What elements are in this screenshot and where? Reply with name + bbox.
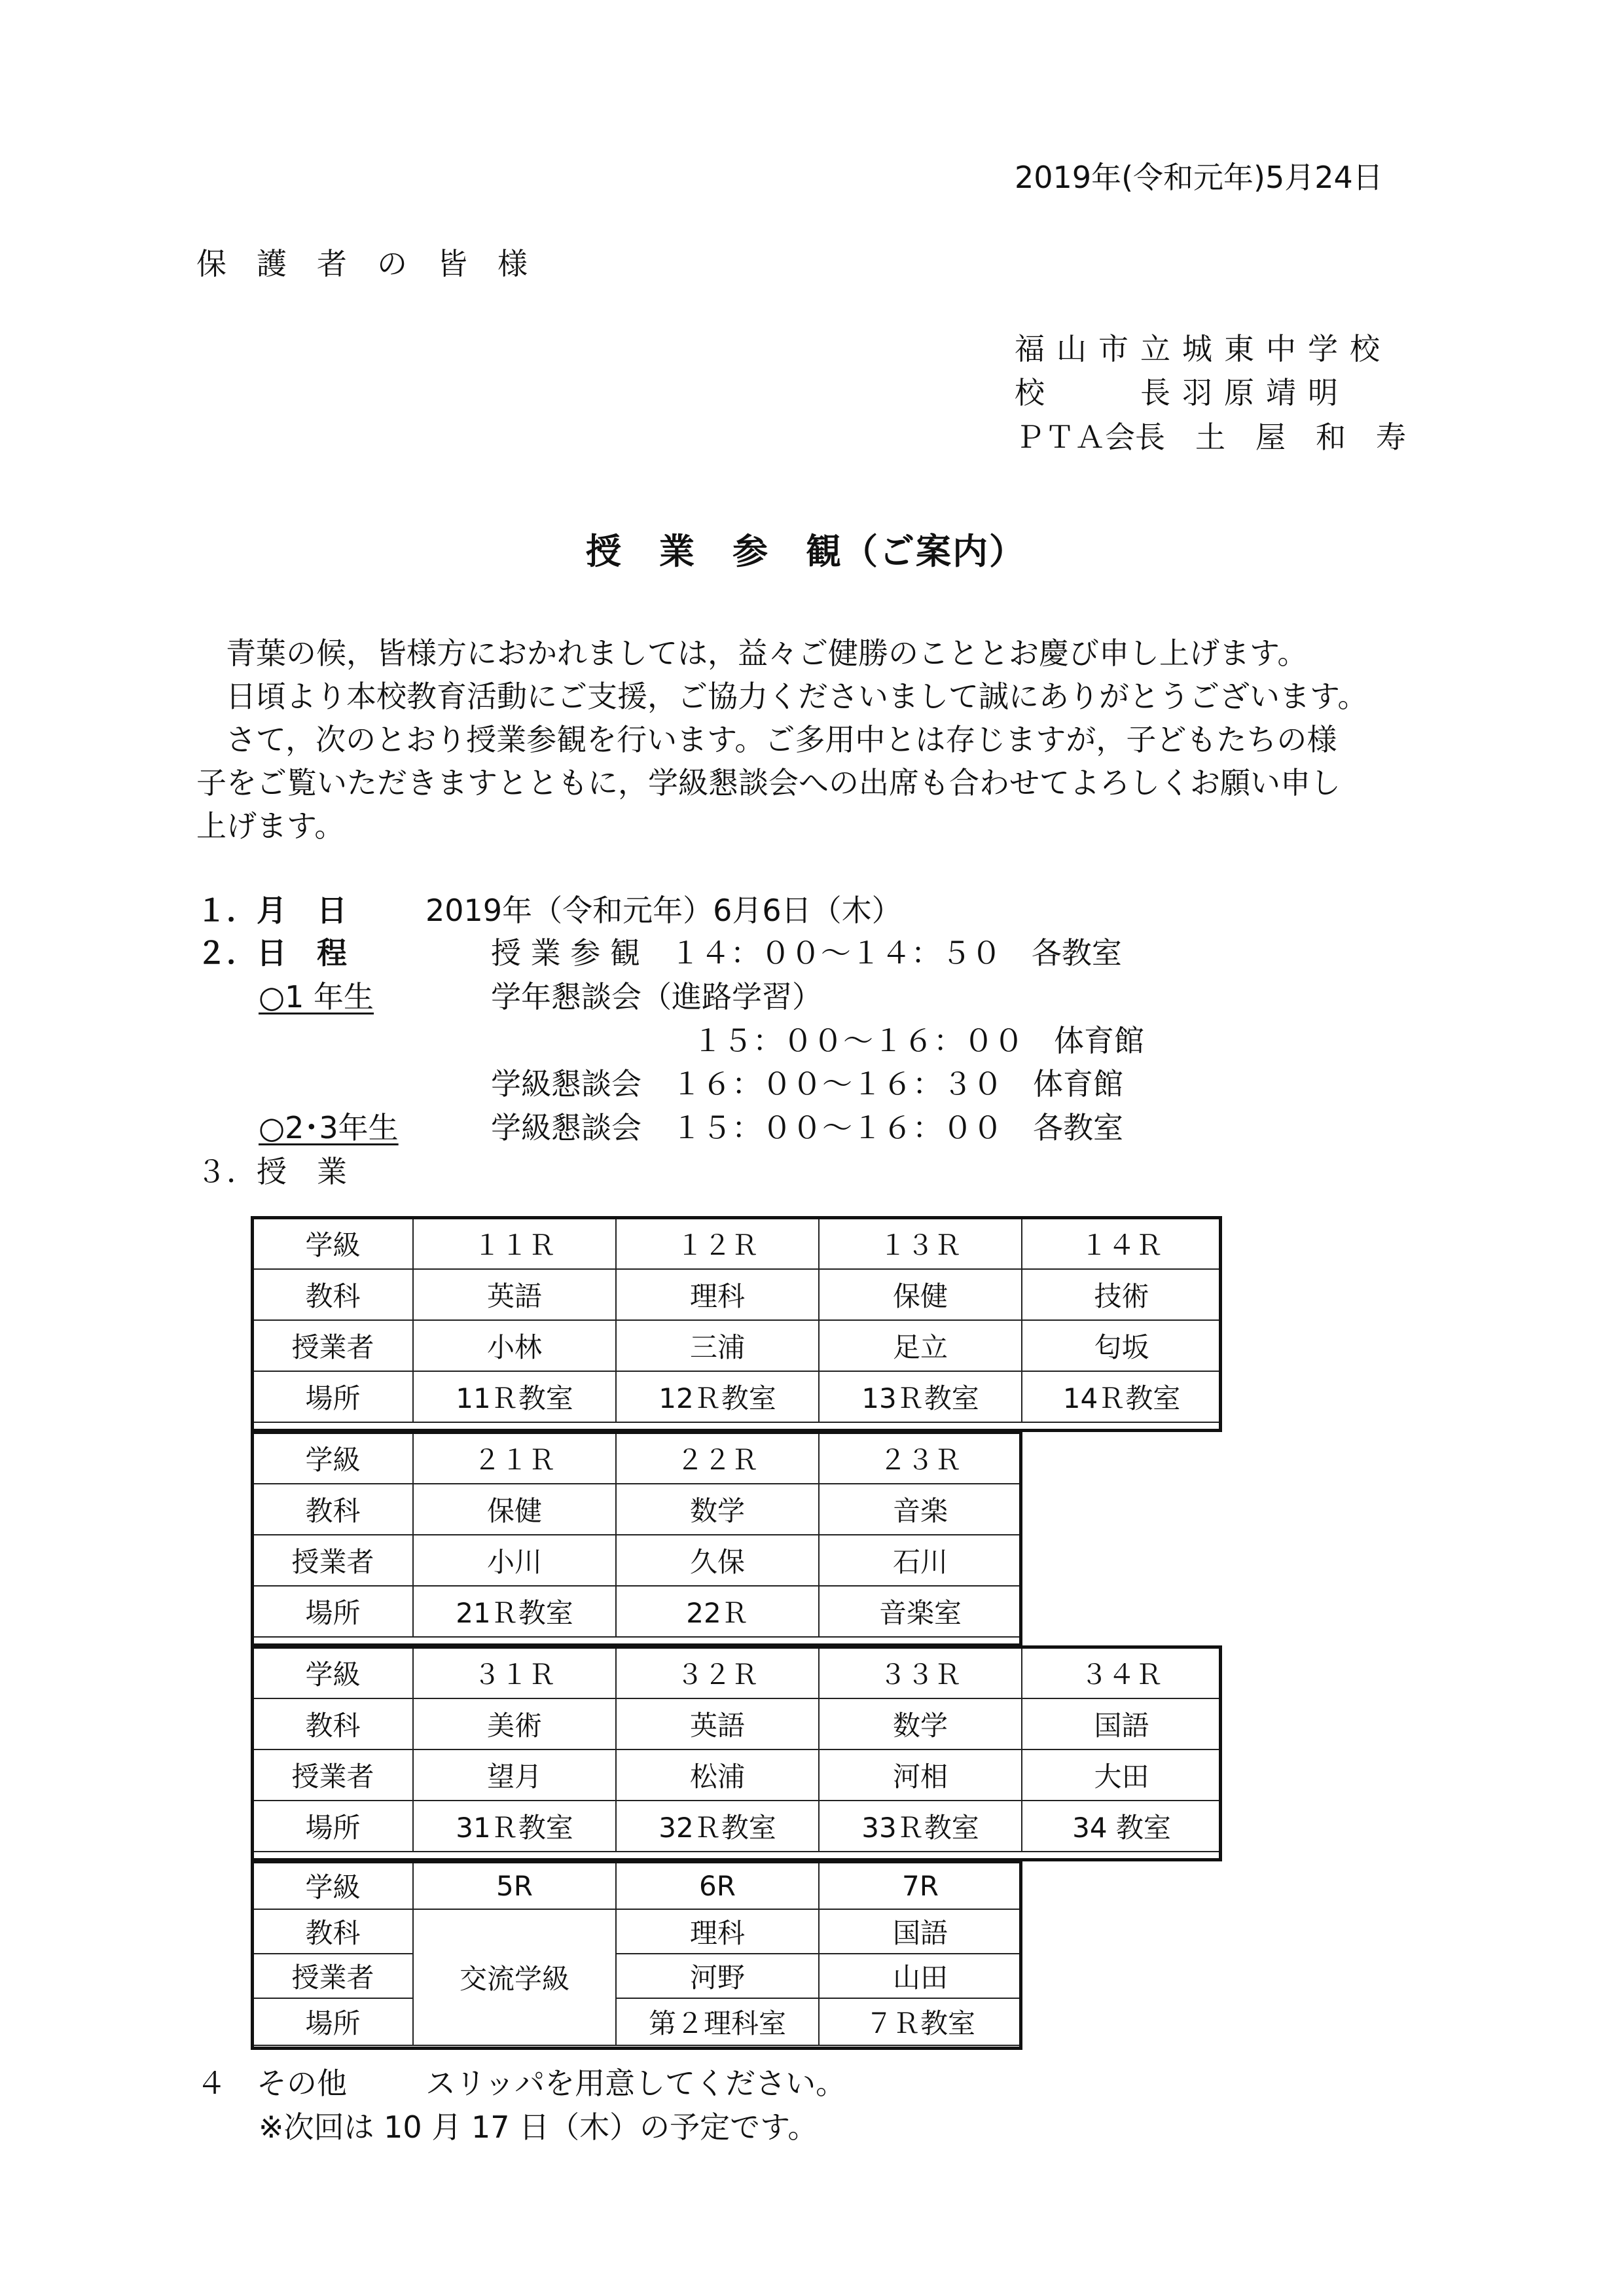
table-cell: 保健	[819, 1269, 1022, 1320]
table-cell: 国語	[819, 1909, 1022, 1954]
table-cell: ３３Ｒ	[819, 1647, 1022, 1698]
table-cell: 小林	[413, 1320, 616, 1371]
row-label: 授業者	[253, 1954, 413, 1998]
greeting-line: 子をご覧いただきますとともに，学級懇談会への出席も合わせてよろしくお願い申し	[196, 765, 1341, 800]
row-label: 場所	[253, 1586, 413, 1637]
greeting-line: 青葉の候，皆様方におかれましては，益々ご健勝のこととお慶び申し上げます。	[226, 636, 1308, 671]
table-cell: 河野	[616, 1954, 819, 1998]
class-table-block-1	[252, 1217, 1222, 1423]
table-row	[253, 1647, 1221, 1698]
table-cell: 14Ｒ教室	[1022, 1371, 1221, 1422]
schedule-label: ２．日 程	[196, 935, 347, 971]
table-row	[253, 1535, 1022, 1586]
table-cell: 音楽	[819, 1484, 1022, 1535]
date-label: １．月 日	[196, 893, 347, 928]
table-cell: 理科	[616, 1269, 819, 1320]
salutation-char: の	[377, 246, 407, 281]
table-cell: 6R	[616, 1862, 819, 1909]
other-label: ４ その他	[196, 2066, 347, 2101]
merged-cell: 交流学級	[413, 1909, 616, 2045]
table-cell: 松浦	[616, 1749, 819, 1801]
table-row	[253, 1320, 1221, 1371]
table-cell: ２３Ｒ	[819, 1433, 1022, 1484]
table-row	[253, 1484, 1022, 1535]
table-cell: 11Ｒ教室	[413, 1371, 616, 1422]
table-cell: １４Ｒ	[1022, 1218, 1221, 1269]
table-cell: 英語	[616, 1698, 819, 1749]
row-label: 場所	[253, 1371, 413, 1422]
row-label: 教科	[253, 1269, 413, 1320]
table-cell: 音楽室	[819, 1586, 1022, 1637]
table-cell: 技術	[1022, 1269, 1221, 1320]
other-line: ※次回は 10 月 17 日（木）の予定です。	[259, 2109, 818, 2145]
table-row	[253, 1698, 1221, 1749]
table-cell: 保健	[413, 1484, 616, 1535]
salutation-char: 護	[257, 246, 287, 281]
grade23-label: ○2･3年生	[259, 1110, 399, 1145]
class-table-block-2	[252, 1432, 1022, 1638]
table-cell: 22Ｒ	[616, 1586, 819, 1637]
row-label: 学級	[253, 1862, 413, 1909]
table-cell: ２２Ｒ	[616, 1433, 819, 1484]
salutation-char: 様	[497, 246, 528, 281]
row-label: 学級	[253, 1647, 413, 1698]
table-cell: 34 教室	[1022, 1801, 1221, 1852]
salutation-char: 保	[196, 246, 226, 281]
table-cell: 5R	[413, 1862, 616, 1909]
table-cell: 美術	[413, 1698, 616, 1749]
table-cell: ３２Ｒ	[616, 1647, 819, 1698]
table-row	[253, 1433, 1022, 1484]
table-row	[253, 1586, 1022, 1637]
schedule-row: 授 業 参 観 １４：００～１４：５０ 各教室	[491, 935, 1122, 971]
table-cell: ２１Ｒ	[413, 1433, 616, 1484]
row-label: 授業者	[253, 1535, 413, 1586]
greeting-line: 上げます。	[196, 808, 345, 844]
table-cell: ３４Ｒ	[1022, 1647, 1221, 1698]
table-cell: 33Ｒ教室	[819, 1801, 1022, 1852]
schedule-row: 学級懇談会 １６：００～１６：３０ 体育館	[491, 1066, 1123, 1102]
row-label: 授業者	[253, 1749, 413, 1801]
table-cell: 理科	[616, 1909, 819, 1954]
salutation-char: 者	[317, 246, 347, 281]
document-date: 2019年(令和元年)5月24日	[1015, 160, 1383, 195]
schedule-row: 学年懇談会（進路学習）	[491, 979, 822, 1014]
table-row	[253, 1218, 1221, 1269]
table-cell: １１Ｒ	[413, 1218, 616, 1269]
table-cell: 7R	[819, 1862, 1022, 1909]
other-line: スリッパを用意してください。	[425, 2066, 846, 2101]
table-row	[253, 1801, 1221, 1852]
table-cell: 足立	[819, 1320, 1022, 1371]
table-cell: １３Ｒ	[819, 1218, 1022, 1269]
table-cell: 望月	[413, 1749, 616, 1801]
table-cell: 三浦	[616, 1320, 819, 1371]
table-cell: 英語	[413, 1269, 616, 1320]
school-name: 福山市立城東中学校	[1015, 331, 1392, 367]
row-label: 学級	[253, 1433, 413, 1484]
table-row	[253, 1909, 1022, 1954]
row-label: 学級	[253, 1218, 413, 1269]
principal-name: 校 長羽原靖明	[1015, 375, 1350, 410]
table-cell: 12Ｒ教室	[616, 1371, 819, 1422]
row-label: 教科	[253, 1484, 413, 1535]
table-cell: ７Ｒ教室	[819, 1998, 1022, 2045]
table-row	[253, 1862, 1022, 1909]
table-row	[253, 1998, 1022, 2045]
salutation-char: 皆	[437, 246, 467, 281]
pta-president: ＰＴＡ会長 土 屋 和 寿	[1015, 420, 1406, 455]
table-cell: 21Ｒ教室	[413, 1586, 616, 1637]
table-cell: 31Ｒ教室	[413, 1801, 616, 1852]
class-label: ３．授 業	[196, 1154, 347, 1189]
table-cell: 数学	[616, 1484, 819, 1535]
greeting-line: 日頃より本校教育活動にご支援，ご協力くださいまして誠にありがとうございます。	[226, 679, 1368, 714]
table-cell: 第２理科室	[616, 1998, 819, 2045]
table-cell: 国語	[1022, 1698, 1221, 1749]
page-title: 授 業 参 観（ご案内）	[586, 531, 1026, 572]
row-label: 教科	[253, 1909, 413, 1954]
table-row	[253, 1749, 1221, 1801]
greeting-line: さて，次のとおり授業参観を行います。ご多用中とは存じますが，子どもたちの様	[226, 722, 1337, 757]
row-label: 授業者	[253, 1320, 413, 1371]
grade1-label: ○1 年生	[259, 979, 374, 1014]
schedule-row: １５：００～１６：００ 体育館	[693, 1023, 1144, 1058]
table-cell: ３１Ｒ	[413, 1647, 616, 1698]
table-row	[253, 1371, 1221, 1422]
table-row	[253, 1269, 1221, 1320]
table-cell: 山田	[819, 1954, 1022, 1998]
row-label: 教科	[253, 1698, 413, 1749]
table-cell: 小川	[413, 1535, 616, 1586]
table-cell: １２Ｒ	[616, 1218, 819, 1269]
table-cell: 匂坂	[1022, 1320, 1221, 1371]
table-cell: 河相	[819, 1749, 1022, 1801]
table-cell: 32Ｒ教室	[616, 1801, 819, 1852]
table-cell: 石川	[819, 1535, 1022, 1586]
class-table-block-4	[252, 1861, 1022, 2046]
table-cell: 数学	[819, 1698, 1022, 1749]
schedule-row: 学級懇談会 １５：００～１６：００ 各教室	[491, 1110, 1123, 1145]
class-table-block-3	[252, 1647, 1222, 1852]
table-cell: 大田	[1022, 1749, 1221, 1801]
date-value: 2019年（令和元年）6月6日（木）	[425, 893, 902, 928]
table-row	[253, 1954, 1022, 1998]
row-label: 場所	[253, 1801, 413, 1852]
salutation	[196, 246, 558, 281]
table-cell: 13Ｒ教室	[819, 1371, 1022, 1422]
table-cell: 久保	[616, 1535, 819, 1586]
row-label: 場所	[253, 1998, 413, 2045]
